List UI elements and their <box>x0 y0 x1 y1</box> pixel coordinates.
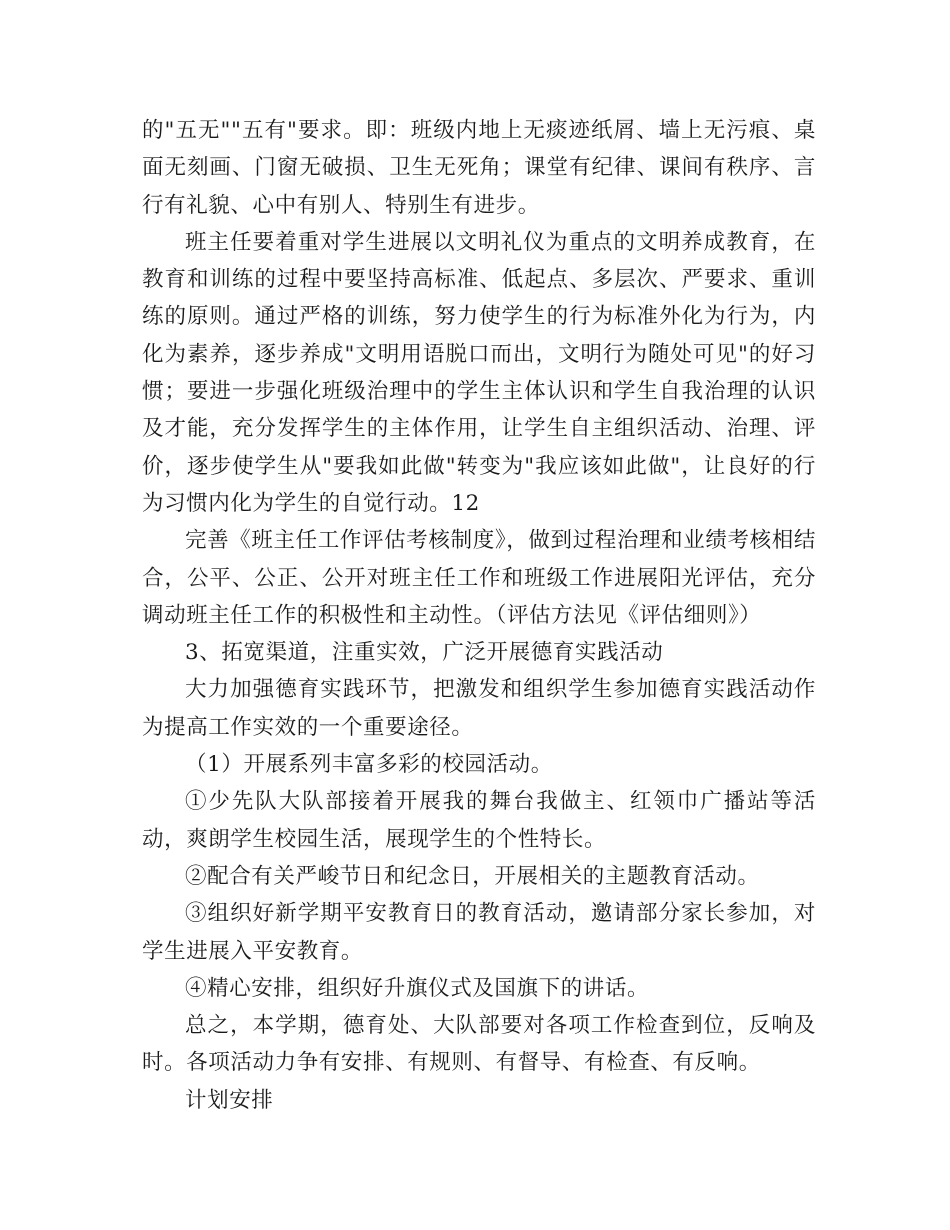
subheading-campus-activities: （1）开展系列丰富多彩的校园活动。 <box>185 752 553 778</box>
document-body <box>142 112 816 1119</box>
paragraph-summary: 总之，本学期，德育处、大队部要对各项工作检查到位，反响及时。各项活动力争有安排、有规则、有督导、有检查、有反响。 <box>142 1013 816 1076</box>
paragraph-etiquette-education: 班主任要着重对学生进展以文明礼仪为重点的文明养成教育，在教育和训练的过程中要坚持高标准、低起点、多层次、严要求、重训练的原则。通过严格的训练，努力使学生的行为标准外化为行为，内化为素养，逐步养成"文明用语脱口而出，文明行为随处可见"的好习惯；要进一步强化班级治理中的学生主体认识和学生自我治理的认识及才能，充分发挥学生的主体作用，让学生自主组织活动、治理、评价，逐步使学生从"要我如此做"转变为"我应该如此做"，让良好的行为习惯内化为学生的自觉行动。12 <box>142 229 816 516</box>
paragraph-practice-intro: 大力加强德育实践环节，把激发和组织学生参加德育实践活动作为提高工作实效的一个重要途径。 <box>142 677 816 740</box>
list-item-1: ①少先队大队部接着开展我的舞台我做主、红领巾广播站等活动，爽朗学生校园生活，展现学生的个性特长。 <box>142 789 816 852</box>
section-heading-plan: 计划安排 <box>185 1087 274 1113</box>
list-item-4: ④精心安排，组织好升旗仪式及国旗下的讲话。 <box>185 975 650 1001</box>
section-heading-practice: 3、拓宽渠道，注重实效，广泛开展德育实践活动 <box>185 640 664 666</box>
paragraph-evaluation-system: 完善《班主任工作评估考核制度》，做到过程治理和业绩考核相结合，公平、公正、公开对班主任工作和班级工作进展阳光评估，充分调动班主任工作的积极性和主动性。（评估方法见《评估细则》） <box>142 528 816 628</box>
list-item-3: ③组织好新学期平安教育日的教育活动，邀请部分家长参加，对学生进展入平安教育。 <box>142 901 816 964</box>
list-item-2: ②配合有关严峻节日和纪念日，开展相关的主题教育活动。 <box>185 863 760 889</box>
paragraph-continuation: 的"五无""五有"要求。即：班级内地上无痰迹纸屑、墙上无污痕、桌面无刻画、门窗无破损、卫生无死角；课堂有纪律、课间有秩序、言行有礼貌、心中有别人、特别生有进步。 <box>142 118 816 218</box>
